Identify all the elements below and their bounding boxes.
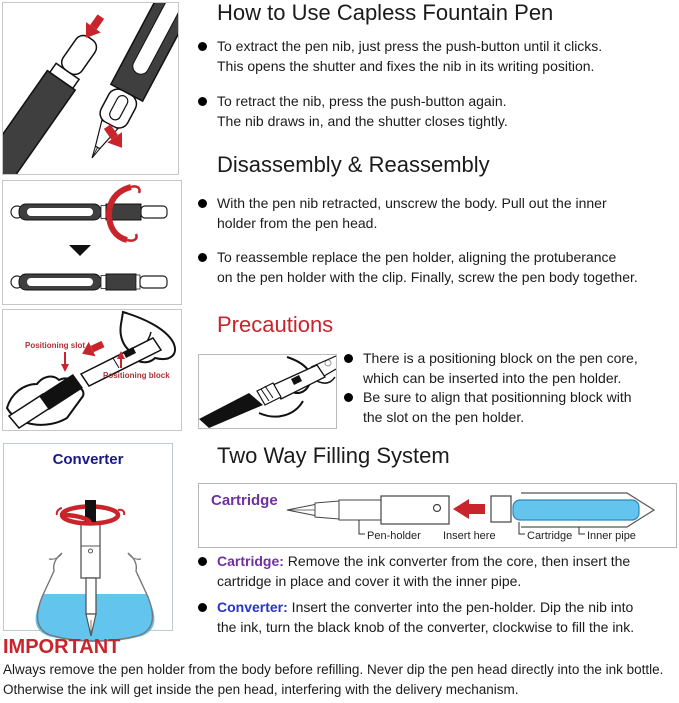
pen-unscrewed <box>11 274 167 290</box>
cartridge-diagram-header: Cartridge <box>211 492 278 509</box>
bullet-dot <box>344 354 353 363</box>
bullet-dot <box>198 42 207 51</box>
bullet-line: The nib draws in, and the shutter closes tightly. <box>217 112 508 129</box>
bullet-dot <box>198 97 207 106</box>
converter-illustration <box>3 443 173 631</box>
pen-core-hand-illustration <box>198 354 337 429</box>
converter-lead: Converter: <box>217 599 288 615</box>
converter-bullet <box>198 598 634 637</box>
positioning-block-label: Positioning block <box>103 371 170 380</box>
pen-holder-part <box>287 496 449 524</box>
hands-positioning-drawing <box>3 310 181 430</box>
twoway-title: Two Way Filling System <box>217 443 450 468</box>
down-arrow-icon <box>69 245 91 256</box>
pen-holder-label: Pen-holder <box>367 530 421 542</box>
bullet-line: cartridge in place and cover it with the inner pipe. <box>217 572 522 589</box>
howto-bullet-2 <box>198 92 508 131</box>
howto-title: How to Use Capless Fountain Pen <box>217 0 554 25</box>
pen-core-hand-drawing <box>199 355 336 428</box>
insert-arrow-icon <box>453 499 485 519</box>
hands-positioning-illustration <box>2 309 182 431</box>
converter-drawing <box>4 474 172 660</box>
important-line: Otherwise the ink will get inside the pen head, interfering with the delivery mechanism. <box>3 682 519 697</box>
bullet-dot <box>198 603 207 612</box>
precautions-title: Precautions <box>217 312 334 337</box>
important-line: Always remove the pen holder from the body before refilling. Never dip the pen head directly into the ink bottle. <box>3 662 664 677</box>
pen-core <box>199 393 263 428</box>
bullet-line: There is a positioning block on the pen core, <box>363 350 638 366</box>
bullet-line: the ink, turn the black knob of the converter, clockwise to fill the ink. <box>217 618 635 635</box>
pen-assembled <box>11 204 167 220</box>
inner-pipe-label: Inner pipe <box>587 530 636 542</box>
bullet-line: Insert the converter into the pen-holder. Dip the nib into <box>287 599 634 615</box>
bullet-line: the slot on the pen holder. <box>363 408 525 425</box>
bullet-dot <box>198 199 207 208</box>
disassembly-title: Disassembly & Reassembly <box>217 152 490 177</box>
cartridge-diagram-drawing <box>199 484 676 547</box>
unscrew-illustration <box>2 180 182 305</box>
push-button-illustration <box>2 2 179 175</box>
cap-part <box>491 496 511 522</box>
bullet-line: Remove the ink converter from the core, then insert the <box>283 553 631 569</box>
disassembly-bullet-1 <box>198 194 607 233</box>
positioning-slot-label: Positioning slot <box>25 341 85 350</box>
bullet-line: Be sure to align that positionning block with <box>363 389 632 405</box>
cartridge-lead: Cartridge: <box>217 553 284 569</box>
push-button-drawing <box>3 3 178 174</box>
cartridge-diagram <box>198 483 677 548</box>
bullet-line: To extract the pen nib, just press the push-button until it clicks. <box>217 38 603 54</box>
bullet-line: To retract the nib, press the push-button again. <box>217 93 507 109</box>
cartridge-part <box>513 500 639 520</box>
converter-label: Converter <box>52 451 124 468</box>
cartridge-bullet <box>198 552 630 591</box>
bullet-line: on the pen holder with the clip. Finally, screw the pen body together. <box>217 268 638 285</box>
important-title: IMPORTANT <box>3 636 121 658</box>
bullet-dot <box>198 253 207 262</box>
bullet-line: To reassemble replace the pen holder, aligning the protuberance <box>217 249 617 265</box>
disassembly-bullet-2 <box>198 248 638 287</box>
precautions-bullet-1 <box>344 349 638 388</box>
howto-bullet-1 <box>198 37 602 76</box>
unscrew-drawing <box>3 181 181 304</box>
pen-button-end <box>3 29 104 174</box>
bullet-dot <box>344 393 353 402</box>
bullet-line: This opens the shutter and fixes the nib in its writing position. <box>217 57 595 74</box>
bullet-dot <box>198 557 207 566</box>
bullet-line: which can be inserted into the pen holder. <box>363 369 622 386</box>
bullet-line: With the pen nib retracted, unscrew the body. Pull out the inner <box>217 195 607 211</box>
insert-here-label: Insert here <box>443 530 496 542</box>
cartridge-label: Cartridge <box>527 530 573 542</box>
bullet-line: holder from the pen head. <box>217 214 378 231</box>
precautions-bullet-2 <box>344 388 632 427</box>
